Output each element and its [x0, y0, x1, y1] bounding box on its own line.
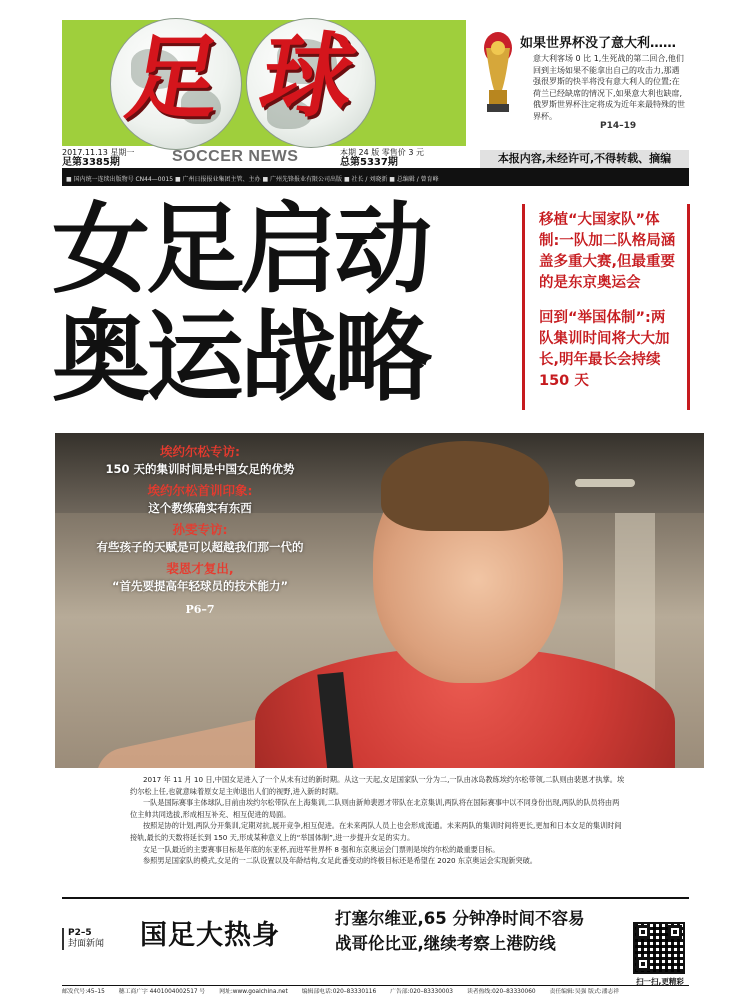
- quote-page-ref: P6–7: [185, 603, 215, 616]
- article-paragraph: 女足一队最近的主要赛事目标是年底的东亚杯,而进军世界杯 8 强和东京奥运会门票则是埃约尔松的最重要目标。: [142, 844, 500, 854]
- bottom-subhead: 打塞尔维亚,65 分钟净时间不容易: [335, 909, 585, 928]
- quote-label: 埃约尔松首训印象:: [147, 483, 253, 498]
- quote-label: 孙雯专访:: [172, 522, 228, 537]
- masthead-logo-char: 足: [118, 24, 230, 132]
- teaser-text: 意大利客场 0 比 1,生死战的第二回合,他们回到主场如果不能拿出自己的攻击力,那遇强很罗斯的快半将没有意大利人的位置;在荷兰已经缺席的情况下,如果意大利也缺席,俄罗斯世界杯注定将成为近年来最特殊的世界杯。: [533, 54, 685, 121]
- footer-item: 责任编辑:吴强 版式:潘志祥: [549, 989, 620, 995]
- photo-quotes: [55, 443, 345, 616]
- english-title: SOCCER NEWS: [172, 148, 299, 165]
- coach-hair: [381, 441, 549, 531]
- issue-number: 足第3385期: [62, 157, 120, 168]
- bottom-page-ref[interactable]: [62, 928, 108, 950]
- section-name: 封面新闻: [68, 939, 105, 949]
- footer-item: 穗工商广字 4401004002517 号: [118, 989, 206, 995]
- publication-meta-bar: ■ 国内统一连续出版物号 CN44—0015 ■ 广州日报报业集团主管、主办 ■ 广州先锋报业有限公司出版 ■ 社长 / 刘晓新 ■ 总编辑 / 曾育峰: [62, 174, 689, 186]
- masthead-logo-char: 球: [252, 22, 364, 130]
- quote-text: 150 天的集训时间是中国女足的优势: [105, 462, 295, 476]
- edition-info: 本期 24 版 零售价 3 元: [340, 148, 424, 157]
- sidebar-item: 回到“举国体制”:两队集训时间将大大加长,明年最长会持续 150 天: [539, 310, 670, 389]
- masthead-edition-info: [340, 148, 466, 168]
- quote-label: 裴恩才复出,: [166, 561, 234, 576]
- quote-text: “首先要提高年轻球员的技术能力”: [111, 579, 289, 593]
- world-cup-trophy-icon: [480, 28, 516, 118]
- article-paragraph: 按照足协的计划,两队分开集训,定期对抗,展开竞争,相互促进。在未来两队人员上也会形成流通。未来两队的集训时间将更长,更加和日本女足的集训时间接轨,最长的天数将延长到 150 天,形成某种意义上的“举国体制”,进一步提升女足的实力。: [130, 821, 622, 842]
- footer-item: 读者热线:020–83330060: [466, 989, 536, 995]
- bottom-headline: 国足大热身: [140, 920, 280, 951]
- main-headline: [52, 192, 512, 415]
- sidebar-item: 移植“大国家队”体制:一队加二队格局涵盖多重大赛,但最重要的是东京奥运会: [539, 212, 676, 291]
- bottom-rule: [62, 897, 689, 899]
- article-paragraph: 2017 年 11 月 10 日,中国女足进入了一个从未有过的新时期。从这一天起,女足国家队一分为二,一队由冰岛教练埃约尔松带领,二队则由裴恩才执掌。埃约尔松上任,也就意味着原女足主帅退出人们的视野,进入新的时期。: [130, 775, 625, 796]
- quote-label: 埃约尔松专访:: [160, 444, 240, 459]
- quote-text: 这个教练确实有东西: [148, 501, 252, 515]
- quote-text: 有些孩子的天赋是可以超越我们那一代的: [96, 540, 304, 554]
- lead-article: [120, 768, 635, 882]
- article-paragraph: 参照男足国家队的模式,女足的一二队设置以及年龄结构,女足此番变动的终极目标还是希望在 2020 东京奥运会实现新突破。: [142, 856, 537, 866]
- teaser-page-ref: P14–19: [600, 121, 637, 131]
- ceiling-light: [575, 479, 635, 487]
- footer-item: 网址:www.goalchina.net: [219, 989, 288, 995]
- qr-caption: 扫一扫,更精彩: [636, 977, 684, 986]
- bottom-subhead: 战哥伦比亚,继续考察上港防线: [335, 934, 556, 953]
- copyright-notice: 本报内容,未经许可,不得转载、摘编: [480, 150, 689, 168]
- qr-code-icon[interactable]: [633, 922, 685, 974]
- date-line: 2017.11.13 星期一: [62, 148, 135, 157]
- headline-line: 奥运战略: [52, 300, 429, 415]
- footer-bar: [62, 985, 689, 997]
- coach-photo: [55, 433, 704, 768]
- bottom-subheads: [335, 906, 625, 956]
- page-number: P2–5: [68, 928, 92, 938]
- footer-item: 编辑部电话:020–83330116: [301, 989, 377, 995]
- footer-item: 邮发代号:45–15: [62, 989, 105, 995]
- total-issue: 总第5337期: [340, 157, 398, 168]
- footer-item: 广告部:020–83330003: [390, 989, 453, 995]
- masthead-date-issue: [62, 148, 172, 168]
- teaser-title: 如果世界杯没了意大利……: [520, 36, 677, 51]
- headline-line: 女足启动: [52, 192, 429, 307]
- headline-sidebar: [522, 204, 690, 410]
- article-paragraph: 一队是国际赛事主体球队,目前由埃约尔松带队在上海集训,二队则由新帅裴恩才带队在北京集训,两队将在国际赛事中以不同身份出现,两队的队员将由两位主帅共同选拔,形成相互补充、相互促进的局面。: [130, 798, 620, 819]
